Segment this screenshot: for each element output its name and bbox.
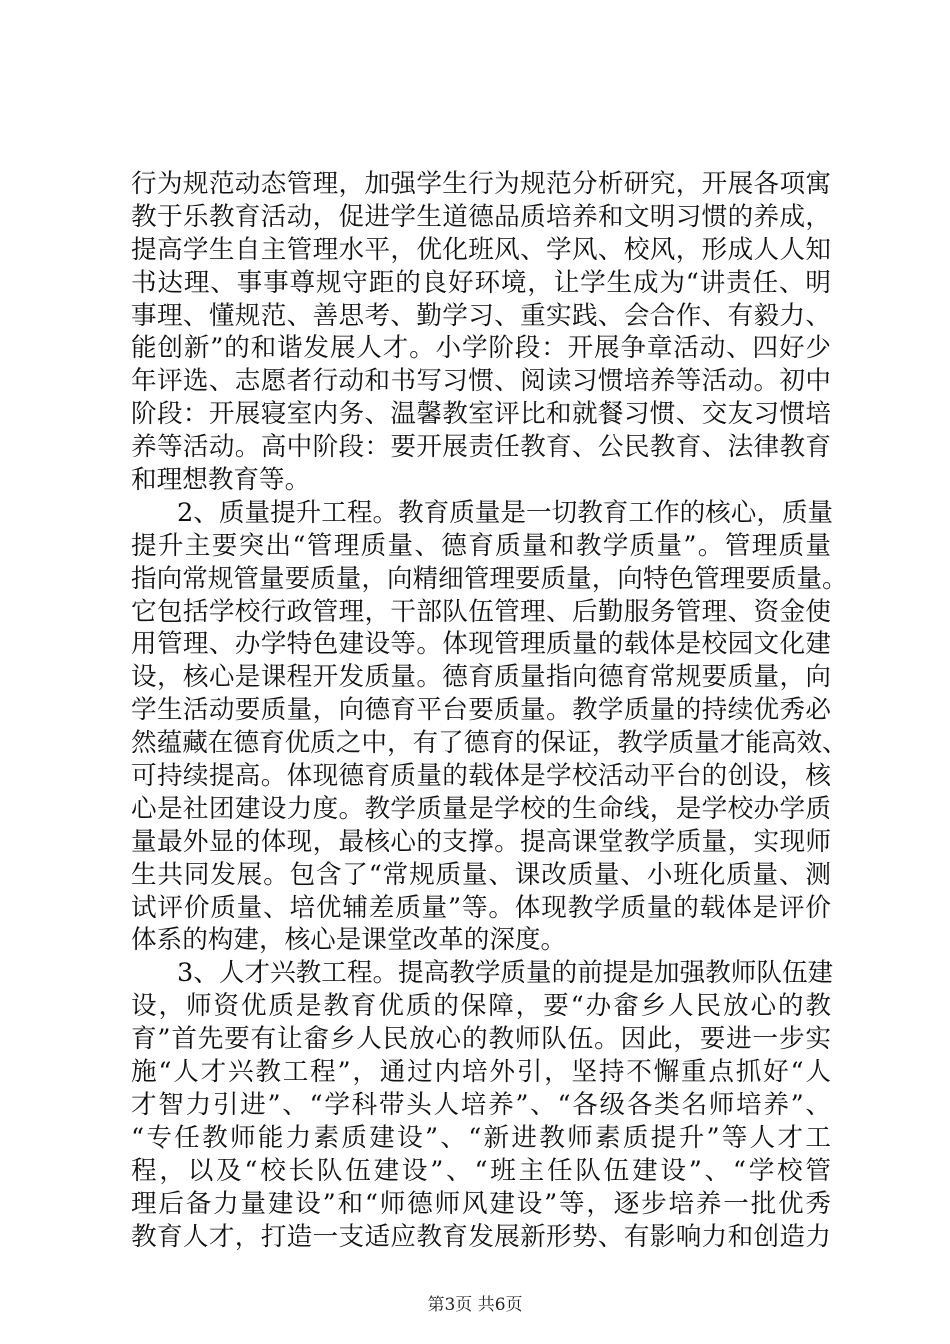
- text-line: 能创新”的和谐发展人才。小学阶段：开展争章活动、四好少: [131, 333, 831, 364]
- text-line: 提高学生自主管理水平，优化班风、学风、校风，形成人人知: [131, 234, 831, 265]
- text-line: 和理想教育等。: [131, 465, 311, 496]
- text-line: 提升主要突出“管理质量、德育质量和教学质量”。管理质量: [131, 530, 831, 561]
- text-line: 心是社团建设力度。教学质量是学校的生命线，是学校办学质: [131, 793, 831, 824]
- text-line: 才智力引进”、“学科带头人培养”、“各级各类名师培养”、: [131, 1089, 831, 1120]
- text-line: 试评价质量、培优辅差质量”等。体现教学质量的载体是评价: [131, 892, 831, 923]
- text-line: 程，以及“校长队伍建设”、“班主任队伍建设”、“学校管: [131, 1155, 831, 1186]
- text-line: 施“人才兴教工程”，通过内培外引，坚持不懈重点抓好“人: [131, 1057, 831, 1088]
- text-line: 理后备力量建设”和“师德师风建设”等，逐步培养一批优秀: [131, 1188, 831, 1219]
- text-line: 它包括学校行政管理，干部队伍管理、后勤服务管理、资金使: [131, 596, 831, 627]
- text-line: 教于乐教育活动，促进学生道德品质培养和文明习惯的养成，: [131, 201, 831, 232]
- text-line: 设，师资优质是教育优质的保障，要“办畲乡人民放心的教: [131, 991, 831, 1022]
- text-line: 然蕴藏在德育优质之中，有了德育的保证，教学质量才能高效、: [131, 728, 848, 759]
- text-line: 教育人才，打造一支适应教育发展新形势、有影响力和创造力: [131, 1221, 831, 1252]
- text-line: 体系的构建，核心是课堂改革的深度。: [131, 925, 567, 956]
- text-line: 行为规范动态管理，加强学生行为规范分析研究，开展各项寓: [131, 169, 831, 199]
- page-number-footer: 第3页 共6页: [427, 1295, 523, 1315]
- text-line: 量最外显的体现，最核心的支撑。提高课堂教学质量，实现师: [131, 826, 831, 857]
- text-line: 育”首先要有让畲乡人民放心的教师队伍。因此，要进一步实: [131, 1024, 831, 1055]
- body-text: [131, 168, 848, 1253]
- text-line: “专任教师能力素质建设”、“新进教师素质提升”等人才工: [131, 1122, 831, 1153]
- text-line: 2、质量提升工程。教育质量是一切教育工作的核心，质量: [177, 497, 834, 528]
- text-line: 生共同发展。包含了“常规质量、课改质量、小班化质量、测: [131, 859, 831, 890]
- text-line: 养等活动。高中阶段：要开展责任教育、公民教育、法律教育: [131, 432, 831, 463]
- text-line: 设，核心是课程开发质量。德育质量指向德育常规要质量，向: [131, 662, 831, 693]
- text-line: 指向常规管量要质量，向精细管理要质量，向特色管理要质量。: [131, 563, 848, 594]
- text-line: 可持续提高。体现德育质量的载体是学校活动平台的创设，核: [131, 761, 831, 792]
- text-line: 事理、懂规范、善思考、勤学习、重实践、会合作、有毅力、: [131, 300, 831, 331]
- text-line: 书达理、事事尊规守距的良好环境，让学生成为“讲责任、明: [131, 267, 831, 298]
- text-line: 阶段：开展寝室内务、温馨教室评比和就餐习惯、交友习惯培: [131, 399, 831, 430]
- text-line: 学生活动要质量，向德育平台要质量。教学质量的持续优秀必: [131, 695, 831, 726]
- text-line: 年评选、志愿者行动和书写习惯、阅读习惯培养等活动。初中: [131, 366, 831, 397]
- text-line: 3、人才兴教工程。提高教学质量的前提是加强教师队伍建: [177, 958, 834, 989]
- text-line: 用管理、办学特色建设等。体现管理质量的载体是校园文化建: [131, 629, 831, 660]
